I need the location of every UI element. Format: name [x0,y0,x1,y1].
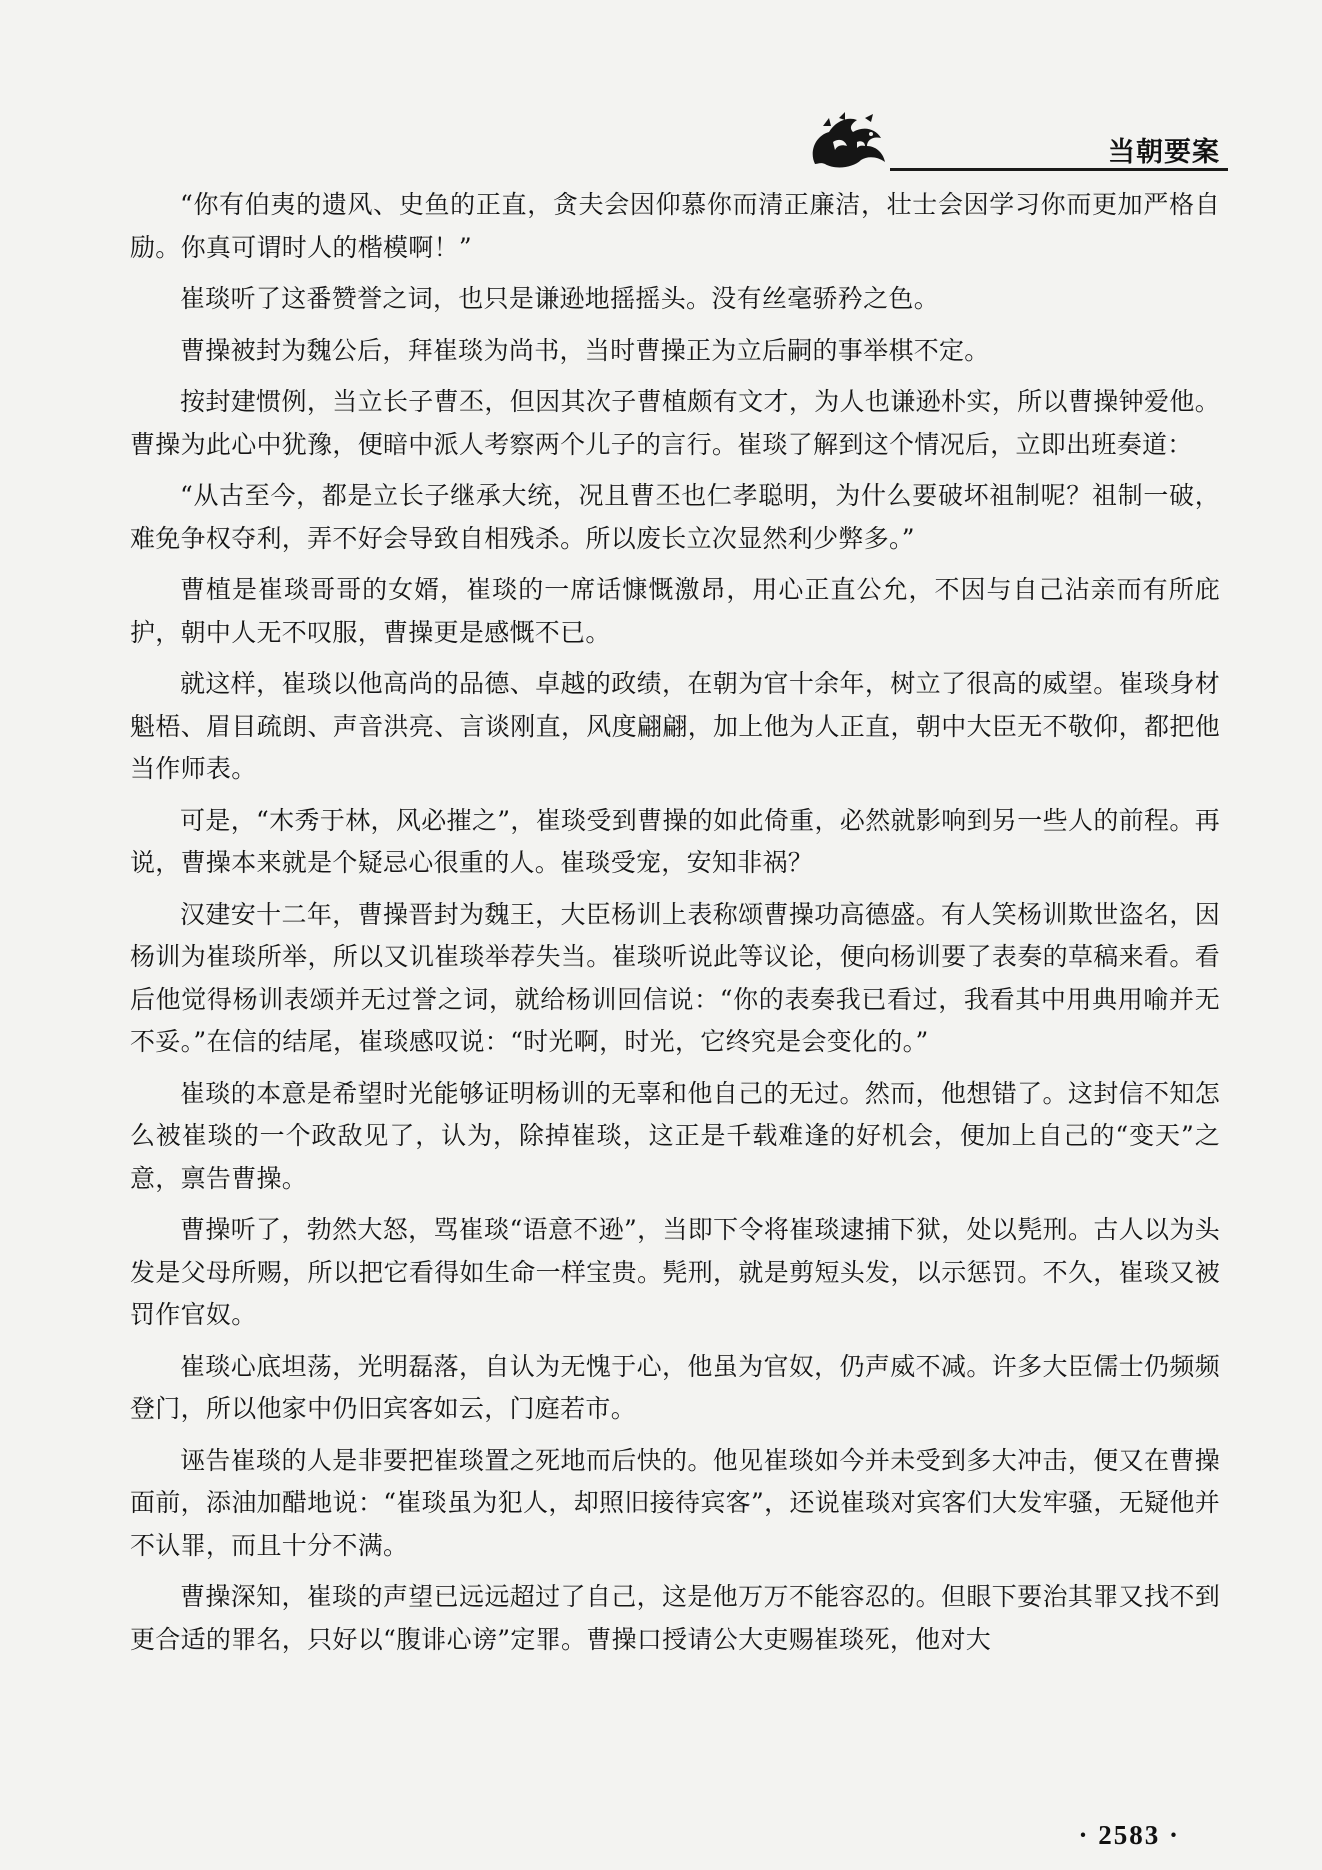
header-rule [890,168,1228,171]
paragraph: 崔琰心底坦荡，光明磊落，自认为无愧于心，他虽为官奴，仍声威不减。许多大臣儒士仍频频登门，所以他家中仍旧宾客如云，门庭若市。 [130,1351,1220,1423]
paragraph: 曹操被封为魏公后，拜崔琰为尚书，当时曹操正为立后嗣的事举棋不定。 [180,335,990,365]
paragraph: “你有伯夷的遗风、史鱼的正直，贪夫会因仰慕你而清正廉洁，壮士会因学习你而更加严格自励。你真可谓时人的楷模啊！” [130,190,1220,262]
paragraph: 崔琰听了这番赞誉之词，也只是谦逊地摇摇头。没有丝毫骄矜之色。 [180,284,940,313]
paragraph: 就这样，崔琰以他高尚的品德、卓越的政绩，在朝为官十余年，树立了很高的威望。崔琰身材魁梧、眉目疏朗、声音洪亮、言谈刚直，风度翩翩，加上他为人正直，朝中大臣无不敬仰，都把他当作师表。 [130,669,1220,783]
paragraph: 崔琰的本意是希望时光能够证明杨训的无辜和他自己的无过。然而，他想错了。这封信不知怎么被崔琰的一个政敌见了，认为，除掉崔琰，这正是千载难逢的好机会，便加上自己的“变天”之意，禀告曹操。 [130,1078,1220,1193]
paragraph: 诬告崔琰的人是非要把崔琰置之死地而后快的。他见崔琰如今并未受到多大冲击，便又在曹操面前，添油加醋地说：“崔琰虽为犯人，却照旧接待宾客”，还说崔琰对宾客们大发牢骚，无疑他并不认罪，而且十分不满。 [130,1445,1220,1560]
paragraph: 曹植是崔琰哥哥的女婿，崔琰的一席话慷慨激昂，用心正直公允，不因与自己沾亲而有所庇护，朝中人无不叹服，曹操更是感慨不已。 [130,575,1220,647]
paragraph: 按封建惯例，当立长子曹丕，但因其次子曹植颇有文才，为人也谦逊朴实，所以曹操钟爱他。曹操为此心中犹豫，便暗中派人考察两个儿子的言行。崔琰了解到这个情况后，立即出班奏道： [130,387,1220,459]
paragraph: 汉建安十二年，曹操晋封为魏王，大臣杨训上表称颂曹操功高德盛。有人笑杨训欺世盗名，因杨训为崔琰所举，所以又讥崔琰举荐失当。崔琰听说此等议论，便向杨训要了表奏的草稿来看。看后他觉得杨训表颂并无过誉之词，就给杨训回信说：“你的表奏我已看过，我看其中用典用喻并无不妥。”在信的结尾，崔琰感叹说：“时光啊，时光，它终究是会变化的。” [130,899,1220,1056]
dragon-icon [805,112,891,172]
paragraph: 可是，“木秀于林，风必摧之”，崔琰受到曹操的如此倚重，必然就影响到另一些人的前程。再说，曹操本来就是个疑忌心很重的人。崔琰受宠，安知非祸？ [130,805,1220,877]
running-header [790,112,1228,174]
page-number: · 2583 · [1078,1820,1180,1850]
header-title: 当朝要案 [1108,137,1220,168]
body-text [130,184,1220,1670]
paragraph: 曹操深知，崔琰的声望已远远超过了自己，这是他万万不能容忍的。但眼下要治其罪又找不到更合适的罪名，只好以“腹诽心谤”定罪。曹操口授请公大吏赐崔琰死，他对大 [130,1582,1220,1654]
paragraph: “从古至今，都是立长子继承大统，况且曹丕也仁孝聪明，为什么要破坏祖制呢？祖制一破，难免争权夺利，弄不好会导致自相残杀。所以废长立次显然利少弊多。” [130,481,1220,553]
paragraph: 曹操听了，勃然大怒，骂崔琰“语意不逊”，当即下令将崔琰逮捕下狱，处以髡刑。古人以为头发是父母所赐，所以把它看得如生命一样宝贵。髡刑，就是剪短头发，以示惩罚。不久，崔琰又被罚作官奴。 [130,1215,1220,1329]
